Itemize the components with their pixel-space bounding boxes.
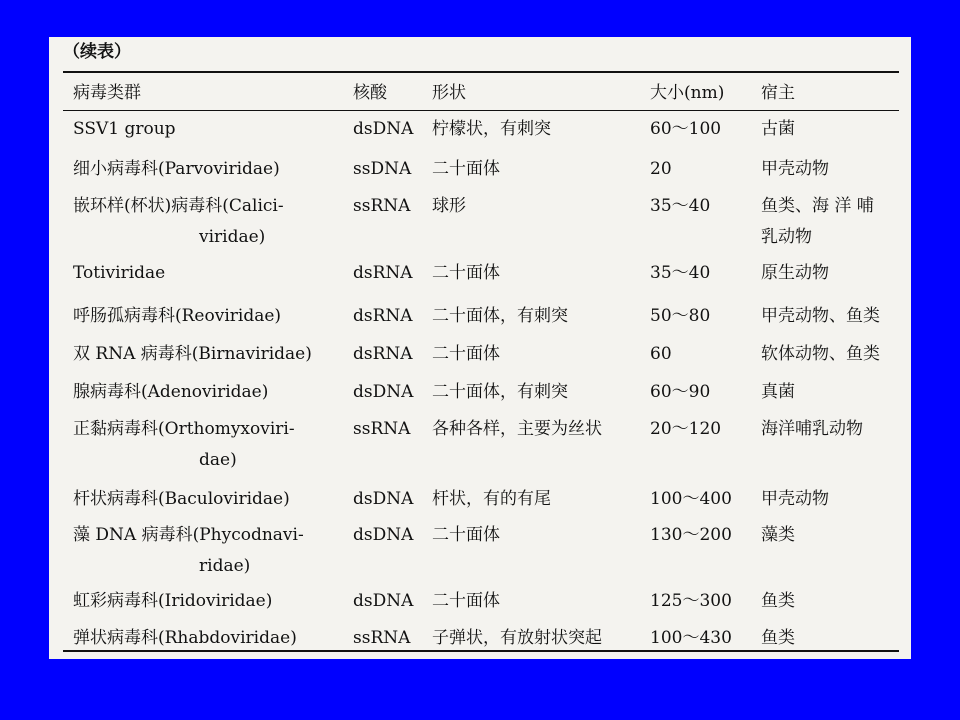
cell-acid: dsDNA <box>353 489 414 509</box>
cell-acid: dsDNA <box>353 119 414 139</box>
cell-host: 鱼类 <box>761 628 795 648</box>
cell-host: 海洋哺乳动物 <box>761 419 863 439</box>
table-top-rule <box>63 71 899 73</box>
header-acid: 核酸 <box>353 83 387 103</box>
cell-acid: dsDNA <box>353 591 414 611</box>
cell-acid: dsRNA <box>353 344 413 364</box>
cell-size: 100～400 <box>650 489 732 509</box>
cell-acid: dsDNA <box>353 382 414 402</box>
cell-size: 130～200 <box>650 525 732 545</box>
cell-host: 甲壳动物 <box>761 489 829 509</box>
cell-shape: 球形 <box>432 196 466 216</box>
cell-acid: ssRNA <box>353 196 411 216</box>
cell-group: 杆状病毒科(Baculoviridae) <box>73 489 290 509</box>
cell-group-continued: dae) <box>199 450 237 470</box>
cell-shape: 二十面体，有刺突 <box>432 306 568 326</box>
cell-group: SSV1 group <box>73 119 176 139</box>
cell-host: 原生动物 <box>761 263 829 283</box>
cell-host: 真菌 <box>761 382 795 402</box>
cell-size: 35～40 <box>650 263 711 283</box>
cell-shape: 子弹状，有放射状突起 <box>432 628 602 648</box>
cell-acid: ssDNA <box>353 159 412 179</box>
cell-host: 古菌 <box>761 119 795 139</box>
table-bottom-rule <box>63 650 899 652</box>
cell-host: 软体动物、鱼类 <box>761 344 880 364</box>
cell-size: 20～120 <box>650 419 722 439</box>
cell-acid: ssRNA <box>353 628 411 648</box>
cell-group: 腺病毒科(Adenoviridae) <box>73 382 269 402</box>
cell-acid: dsDNA <box>353 525 414 545</box>
cell-group: 弹状病毒科(Rhabdoviridae) <box>73 628 297 648</box>
table-caption: （续表） <box>63 42 131 62</box>
cell-size: 50～80 <box>650 306 711 326</box>
cell-group: 呼肠孤病毒科(Reoviridae) <box>73 306 282 326</box>
cell-host: 甲壳动物 <box>761 159 829 179</box>
cell-shape: 二十面体 <box>432 591 500 611</box>
cell-host: 鱼类、海 洋 哺 <box>761 196 874 216</box>
cell-shape: 二十面体 <box>432 525 500 545</box>
cell-size: 125～300 <box>650 591 732 611</box>
cell-group-continued: viridae) <box>199 227 266 247</box>
cell-shape: 柠檬状，有刺突 <box>432 119 551 139</box>
cell-group: 双 RNA 病毒科(Birnaviridae) <box>73 344 312 364</box>
cell-acid: ssRNA <box>353 419 411 439</box>
book-page <box>49 37 911 659</box>
cell-group: 虹彩病毒科(Iridoviridae) <box>73 591 273 611</box>
cell-acid: dsRNA <box>353 306 413 326</box>
cell-group: Totiviridae <box>73 263 166 283</box>
table-header-rule <box>63 110 899 111</box>
cell-group-continued: ridae) <box>199 556 251 576</box>
cell-acid: dsRNA <box>353 263 413 283</box>
cell-group: 藻 DNA 病毒科(Phycodnavi- <box>73 525 304 545</box>
cell-size: 35～40 <box>650 196 711 216</box>
cell-shape: 二十面体 <box>432 344 500 364</box>
cell-host: 甲壳动物、鱼类 <box>761 306 880 326</box>
header-group: 病毒类群 <box>73 83 141 103</box>
cell-host: 鱼类 <box>761 591 795 611</box>
header-host: 宿主 <box>761 83 795 103</box>
cell-group: 细小病毒科(Parvoviridae) <box>73 159 280 179</box>
cell-size: 100～430 <box>650 628 732 648</box>
cell-shape: 二十面体，有刺突 <box>432 382 568 402</box>
cell-shape: 二十面体 <box>432 263 500 283</box>
cell-size: 20 <box>650 159 672 179</box>
cell-host: 藻类 <box>761 525 795 545</box>
cell-group: 正黏病毒科(Orthomyxoviri- <box>73 419 295 439</box>
cell-shape: 各种各样，主要为丝状 <box>432 419 602 439</box>
cell-host-continued: 乳动物 <box>761 227 812 247</box>
cell-group: 嵌环样(杯状)病毒科(Calici- <box>73 196 284 216</box>
cell-shape: 杆状，有的有尾 <box>432 489 551 509</box>
cell-size: 60 <box>650 344 672 364</box>
header-size: 大小(nm) <box>650 83 725 103</box>
cell-size: 60～100 <box>650 119 722 139</box>
cell-size: 60～90 <box>650 382 711 402</box>
cell-shape: 二十面体 <box>432 159 500 179</box>
header-shape: 形状 <box>432 83 466 103</box>
